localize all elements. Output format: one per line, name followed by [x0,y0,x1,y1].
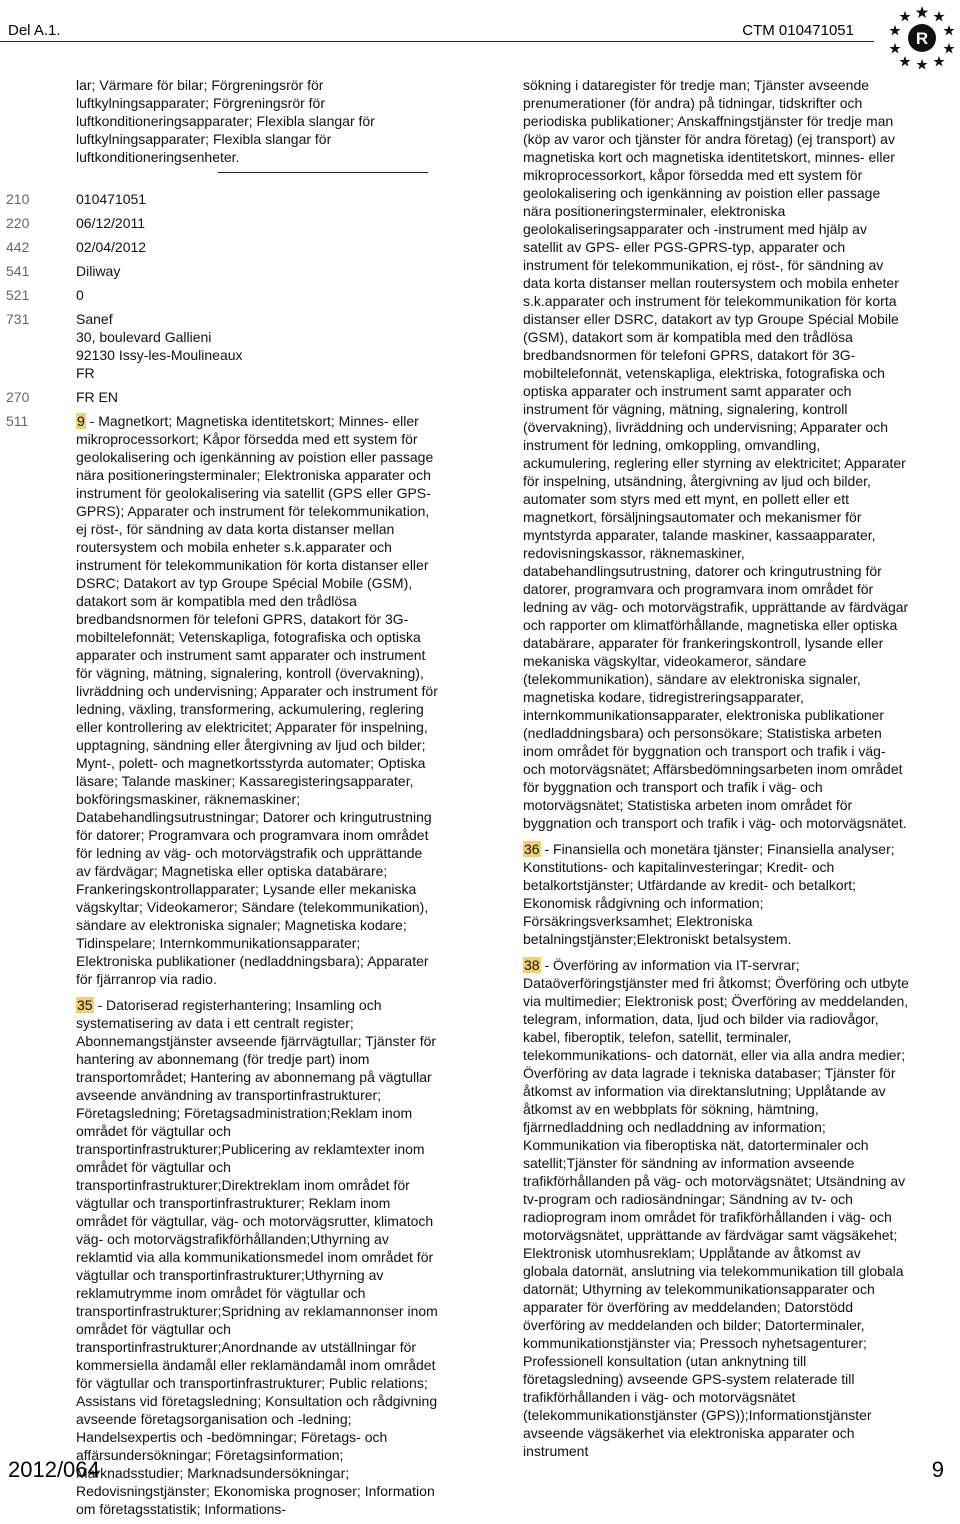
eu-stars-circle-logo-icon [888,3,956,71]
field-value [76,286,438,304]
class-38-text: - Överföring av information via IT-servrar; Dataöverföringstjänster med fri åtkomst; Överföring och utbyte via multimedier; Elektronisk post; Överföring av meddelanden, telegram, information, data, ljud och bilder via radiovågor, kabel, fiberoptik, telefon, satellit, terminaler, telekommunikations- och datornät, eller via alla andra medier; Överföring av data lagrade i tekniska databaser; Tjänster för åtkomst av information via direktanslutning; Upplåtande av åtkomst av en webbplats för sökning, hämtning, fjärrnedladdning och nedladdning av information; Kommunikation via fiberoptiska nät, datorterminaler och satellit;Tjänster för sändning av information avseende trafikförhållanden på väg- och motorvägsnätet; Utsändning av tv-program och radiosändningar; Sändning av tv- och radioprogram inom området för trafikförhållanden i väg- och motorvägsnätet, upprättande av färdvägar samt vägsäkehet; Elektronisk utomhusreklam; Upplåtande av åtkomst av globala datornät, anslutning via telekommunikation till globala datornät; Uthyrning av telekommunikationsapparater och apparater för överföring av meddelanden; Datorstödd överföring av meddelanden och bilder; Datorterminaler, kommunikationstjänster via; Pressoch nyhetsagenturer; Professionell konsultation (utan anknytning till företagsledning) avseende GPS-system relaterade till trafikförhållanden i väg- och motorvägsnätet (telekommunikationstjänster (GPS));Informationstjänster avseende vägsäkerhet via elektroniska apparater och instrument [523,957,909,1459]
field-value-line: Sanef [76,311,113,327]
field-value [76,190,438,208]
class-36-paragraph [523,840,909,948]
page-number: 9 [931,1457,944,1482]
class-9-paragraph [76,412,438,988]
field-210 [6,190,438,208]
field-value-line: 02/04/2012 [76,239,147,255]
field-code: 210 [6,191,30,207]
field-442 [6,238,438,256]
field-code: 511 [6,413,29,429]
class-number-9: 9 [77,413,85,429]
field-code: 270 [6,389,30,405]
class-number-35: 35 [77,997,93,1013]
field-value-line: 010471051 [76,191,147,207]
field-value [76,388,438,406]
field-code: 220 [6,215,30,231]
document-id: CTM 010471051 [742,22,854,39]
issue-number: 2012/064 [8,1457,100,1482]
section-label: Del A.1. [8,22,61,39]
field-value [76,262,438,280]
field-code: 541 [6,263,30,279]
field-value-line: 06/12/2011 [76,215,146,231]
field-code: 442 [6,239,30,255]
class-35-text: - Datoriserad registerhantering; Insamling och systematisering av data i ett centralt register; Abonnemangstjänster avseende fjärrvägtullar; Tjänster för hantering av abonnemang (för tredje part) inom transportområdet; Hantering av abonnemang på vägtullar avseende användning av transportinfrastrukturer; Företagsledning; Företagsadministration;Reklam inom området för vägtullar och transportinfrastrukturer;Publicering av reklamtexter inom området för vägtullar och transportinfrastrukturer;Direktreklam inom området för vägtullar och transportinfrastrukturer; Reklam inom området för vägtullar, väg- och motorvägsrutter, klimatoch väg- och motorvägstrafikförhållanden;Uthyrning av reklamtid via alla kommunikationsmedel inom området för vägtullar och transportinfrastrukturer;Uthyrning av reklamutrymme inom området för vägtullar och transportinfrastrukturer;Spridning av reklamannonser inom området för vägtullar och transportinfrastrukturer;Anordnande av utställningar för kommersiella ändamål eller reklamändamål inom området för vägtullar och transportinfrastrukturer; Public relations; Assistans vid företagsledning; Konsultation och rådgivning avseende företagsorganisation och -ledning; Handelsexpertis och -bedömningar; Företags- och affärsundersökningar; Företagsinformation; Marknadsstudier; Marknadsundersökningar; Redovisningstjänster; Ekonomiska prognoser; Information om företagsstatistik; Informations- [76,997,438,1517]
class-number-36: 36 [524,841,540,857]
section-divider [218,172,428,173]
field-270 [6,388,438,406]
class-35-paragraph [76,996,438,1518]
field-value-line: 92130 Issy-les-Moulineaux [76,347,243,363]
class-number-38: 38 [524,957,540,973]
field-541 [6,262,438,280]
field-value [76,412,438,1518]
class-38-paragraph [523,956,909,1460]
intro-text: lar; Värmare för bilar; Förgreningsrör för luftkylningsapparater; Förgreningsrör för luftkonditioneringsapparater; Flexibla slangar för luftkylningsapparater; Flexibla slangar för luftkonditioneringsenheter. [76,77,375,165]
field-521 [6,286,438,304]
field-value [76,310,438,382]
field-code: 731 [6,311,30,327]
class-9-text: - Magnetkort; Magnetiska identitetskort; Minnes- eller mikroprocessorkort; Kåpor försedda med ett system för geolokalisering och igenkänning av poistion eller passage nära positioneringsterminaler; Elektroniska apparater och instrument för geolokalisering via satellit (GPS eller GPS-GPRS); Apparater och instrument för telekommunikation, ej röst-, för sändning av data korta distanser mellan routersystem och mobila enheter s.k.apparater och instrument för telekommunikation för korta distanser eller DSRC; Datakort av typ Groupe Spécial Mobile (GSM), datakort som är kompatibla med den trådlösa bredbandsnormen för telefoni GPRS, datakort för 3G-mobiltelefonnät; Vetenskapliga, fotografiska och optiska apparater och instrument samt apparater och instrument för vägning, mätning, signalering, kontroll (övervakning), livräddning och undervisning; Apparater och instrument för ledning, växling, transformering, ackumulering, reglering eller kontrollering av elektricitet; Apparater för inspelning, upptagning, sändning eller återgivning av ljud och bilder; Mynt-, polett- och magnetkortsstyrda automater; Optiska läsare; Talande maskiner; Kassaregisteringsapparater, bokföringsmaskiner, räknemaskiner; Databehandlingsutrustningar; Datorer och kringutrustning för datorer; Programvara och programvara inom området för ledning av väg- och motorvägstrafik och upprättande av färdvägar; Magnetiska eller optiska databärare; Frankeringskontrollapparater; Lysande eller mekaniska vägskyltar; Videokameror; Sändare (telekommunikation), sändare av elektroniska signaler; Magnetiska kodare; Tidinspelare; Internkommunikationsapparater; Elektroniska publikationer (nedladdningsbara); Apparater för fjärranrop via radio. [76,413,438,987]
field-value [76,214,438,232]
field-value-line: FR EN [76,389,118,405]
field-value-line: 30, boulevard Gallieni [76,329,212,345]
field-value [76,238,438,256]
left-column [76,76,436,166]
fields-list [6,190,438,1524]
field-731 [6,310,438,382]
field-220 [6,214,438,232]
field-value-line: FR [76,365,95,381]
class-36-text: - Finansiella och monetära tjänster; Finansiella analyser; Konstitutions- och kapitalinvesteringar; Kredit- och betalkortstjänster; Utfärdande av kredit- och betalkort; Ekonomisk rådgivning och information; Försäkringsverksamhet; Elektroniska betalningstjänster;Elektroniskt betalsystem. [523,841,895,947]
class-35-continued: sökning i dataregister för tredje man; Tjänster avseende prenumerationer (för andra) på tidningar, tidskrifter och periodiska publikationer; Anskaffningstjänster för tredje man (köp av varor och tjänster för andra företag) (ej transport) av magnetiska kort och magnetiska identitetskort, minnes- eller mikroprocessorkort, kåpor försedda med ett system för geolokalisering och igenkänning av poistion eller passage nära positioneringsterminaler, elektroniska geolokaliseringsapparater och -instrument med hjälp av satellit av GPS- eller PGS-GPRS-typ, apparater och instrument för telekommunikation, ej röst-, för sändning av data korta distanser mellan routersystem och mobila enheter s.k.apparater och instrument för telekommunikation för korta distanser eller DSRC, datakort av typ Groupe Spécial Mobile (GSM), datakort som är kompatibla med den trådlösa bredbandsnormen för telefoni GPRS, datakort för 3G-mobiltelefonnät, vetenskapliga, elektriska, fotografiska och optiska apparater och instrument samt apparater och instrument för vägning, mätning, signalering, kontroll (övervakning), livräddning och undervisning; Apparater och instrument för ledning, omkoppling, omvandling, ackumulering, reglering eller styrning av elektricitet; Apparater för inspelning, utsändning, återgivning av ljud och bilder, automater som styrs med ett mynt, en pollett eller ett magnetkort, försäljningsautomater och mekanismer för myntstyrda apparater, talande maskiner, kassaapparater, redovisningskassor, räknemaskiner, databehandlingsutrustning, datorer och kringutrustning för datorer, programvara och programvara inom området för ledning av väg- och motorvägstrafik, upprättande av färdvägar och rapporter om klimatförhållande, magnetiska eller optiska databärare, apparater för frankeringskontroll, lysande eller mekaniska vägskyltar, videokameror, sändare (telekommunikation), sändare av elektroniska signaler, magnetiska kodare, tidregistreringsapparater, internkommunikationsapparater, elektroniska publikationer (nedladdningsbara) och personsökare; Statistiska arbeten inom området för byggnation och transport och trafik i väg- och motorvägsnätet; Affärsbedömningsarbeten inom området för byggnation och transport och trafik i väg- och motorvägsnätet; Statistiska arbeten inom området för byggnation och transport och trafik i väg- och motorvägsnätet. [523,77,909,831]
right-column [523,76,909,1460]
field-code: 521 [6,287,30,303]
svg-text:R: R [915,29,929,48]
field-value-line: 0 [76,287,84,303]
field-511 [6,412,438,1518]
field-value-line: Diliway [76,263,121,279]
header-divider [0,41,874,42]
